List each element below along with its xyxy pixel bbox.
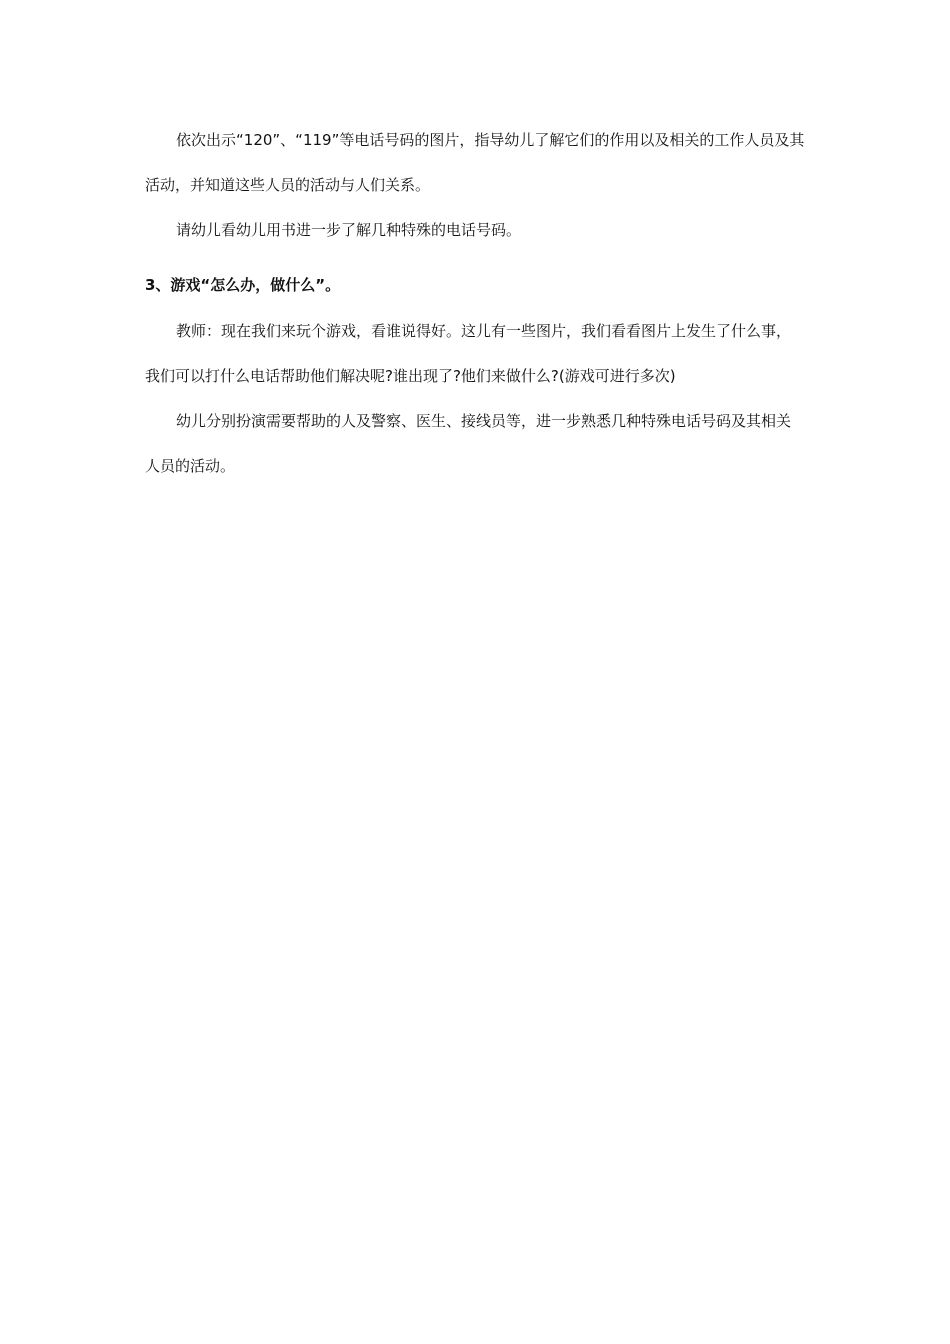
document-body xyxy=(145,118,805,489)
paragraph-children-book: 请幼儿看幼儿用书进一步了解几种特殊的电话号码。 xyxy=(176,221,522,239)
paragraph-teacher-game: 教师：现在我们来玩个游戏，看谁说得好。这儿有一些图片，我们看看图片上发生了什么事，我们可以打什么电话帮助他们解决呢?谁出现了?他们来做什么?(游戏可进行多次) xyxy=(145,322,792,385)
section-heading-game: 3、游戏“怎么办，做什么”。 xyxy=(145,276,341,294)
paragraph-role-play: 幼儿分别扮演需要帮助的人及警察、医生、接线员等，进一步熟悉几种特殊电话号码及其相关人员的活动。 xyxy=(145,412,792,475)
paragraph-phone-number-pictures: 依次出示“120”、“119”等电话号码的图片，指导幼儿了解它们的作用以及相关的工作人员及其活动，并知道这些人员的活动与人们关系。 xyxy=(145,131,805,194)
